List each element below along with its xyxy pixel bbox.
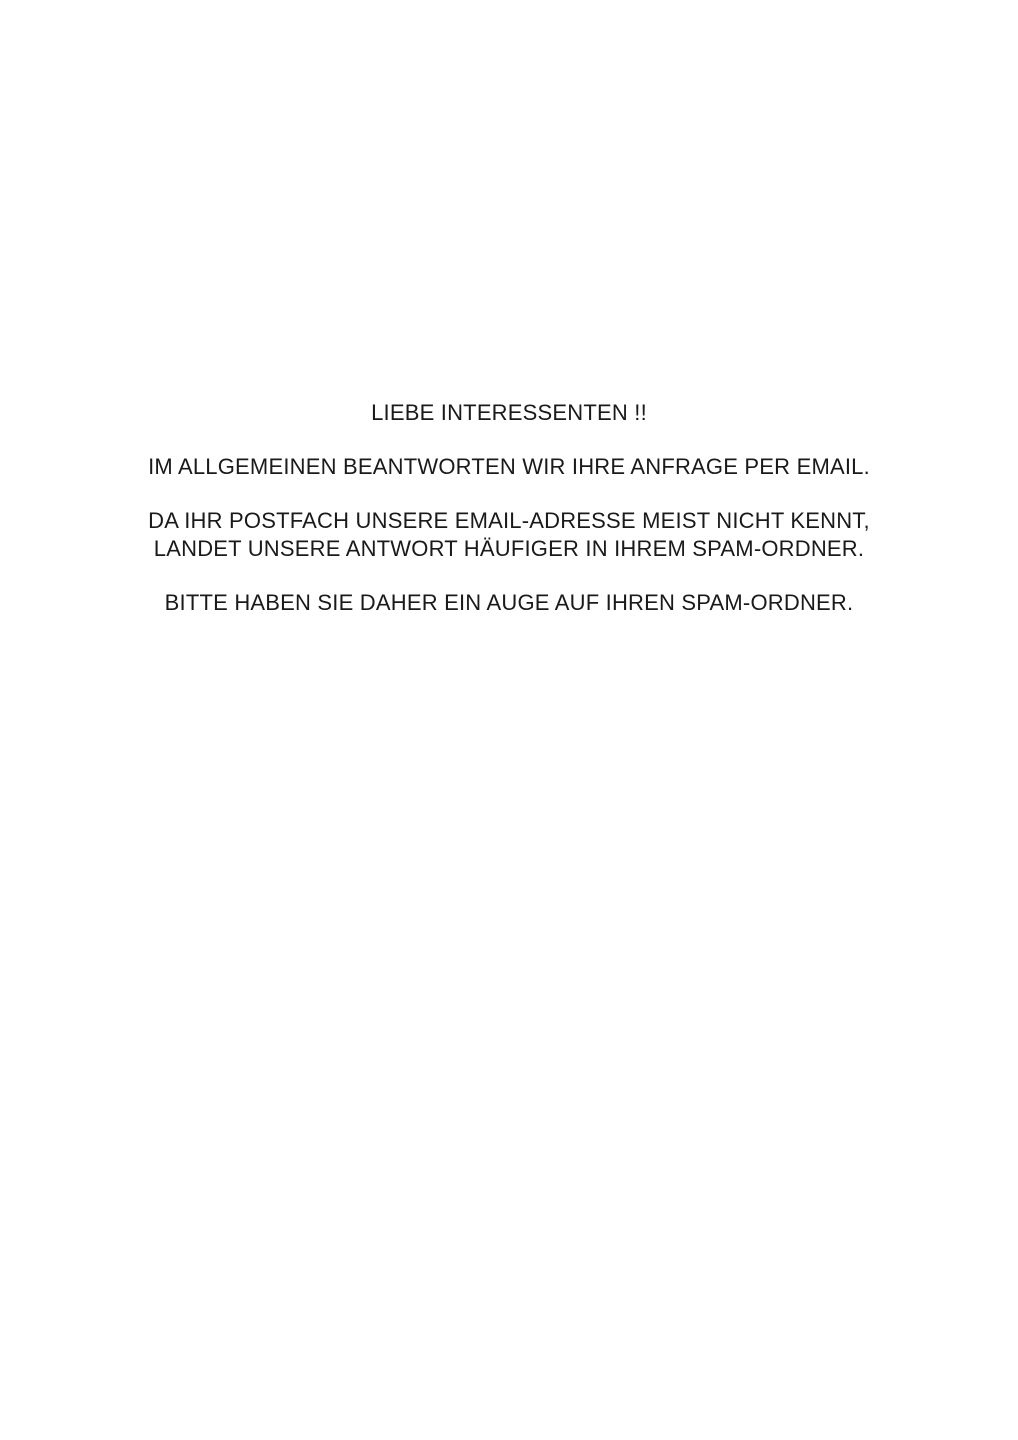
notice-line: LANDET UNSERE ANTWORT HÄUFIGER IN IHREM SPAM-ORDNER. [153,536,865,561]
notice-paragraph-spam-advice: BITTE HABEN SIE DAHER EIN AUGE AUF IHREN SPAM-ORDNER. [164,590,854,615]
notice-paragraph-email: IM ALLGEMEINEN BEANTWORTEN WIR IHRE ANFRAGE PER EMAIL. [148,454,870,479]
notice-heading: LIEBE INTERESSENTEN !! [371,400,647,425]
notice-paragraph-spam-reason [0,507,1018,563]
notice-text-block [0,399,1018,643]
notice-line: DA IHR POSTFACH UNSERE EMAIL-ADRESSE MEIST NICHT KENNT, [148,508,870,533]
